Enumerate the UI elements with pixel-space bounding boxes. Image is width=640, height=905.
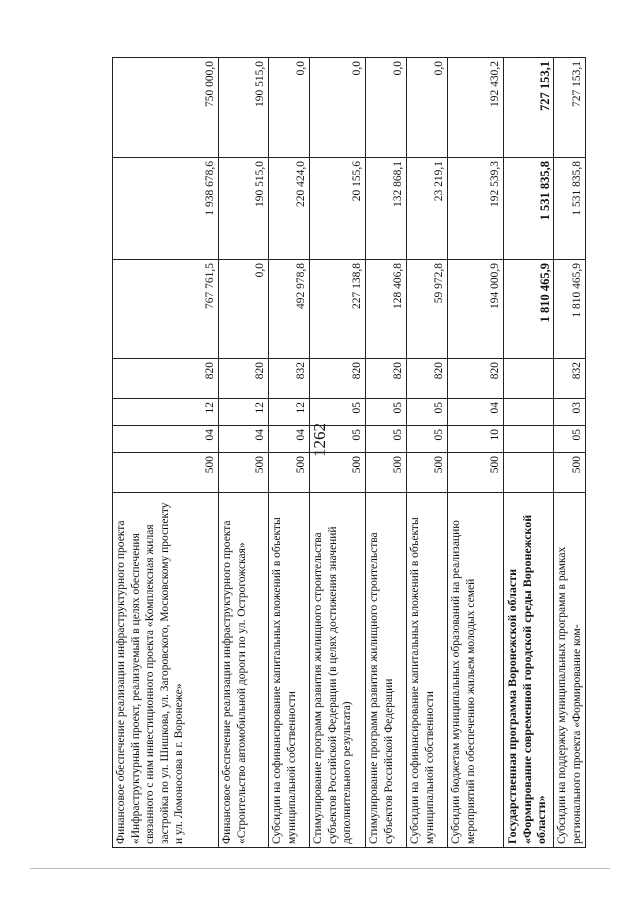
amount-year-3-cell: 727 153,1	[504, 58, 554, 158]
table-row	[554, 58, 586, 848]
amount-year-2-cell: 1 531 835,8	[554, 158, 586, 260]
amount-year-2-cell: 1 938 678,6	[113, 158, 219, 260]
row-name-cell: Стимулирование программ развития жилищного строительства субъектов Российской Федерации (в целях достижения значений дополнительного результата)	[310, 493, 366, 848]
amount-year-2-cell: 1 531 835,8	[504, 158, 554, 260]
section-code-cell: 05	[407, 426, 448, 453]
amount-year-3-cell: 192 430,2	[448, 58, 504, 158]
section-code-cell	[504, 426, 554, 453]
amount-year-1-cell: 492 978,8	[269, 260, 310, 359]
expense-type-code-cell: 820	[407, 359, 448, 399]
amount-year-3-cell: 0,0	[407, 58, 448, 158]
rotated-table-area	[112, 58, 583, 848]
table-row	[269, 58, 310, 848]
budget-table	[112, 57, 586, 848]
subsection-code-cell: 12	[269, 399, 310, 426]
section-code-cell: 04	[219, 426, 269, 453]
grbs-code-cell: 500	[554, 453, 586, 493]
amount-year-3-cell: 0,0	[366, 58, 407, 158]
grbs-code-cell: 500	[366, 453, 407, 493]
grbs-code-cell: 500	[269, 453, 310, 493]
amount-year-3-cell: 0,0	[310, 58, 366, 158]
amount-year-1-cell: 59 972,8	[407, 260, 448, 359]
row-name-cell: Финансовое обеспечение реализации инфраструктурного проекта «Строительство автомобильной дороги по ул. Острогожская»	[219, 493, 269, 848]
grbs-code-cell: 500	[448, 453, 504, 493]
amount-year-3-cell: 750 000,0	[113, 58, 219, 158]
amount-year-2-cell: 23 219,1	[407, 158, 448, 260]
row-name-cell: Субсидии на поддержку муниципальных программ в рамках регионального проекта «Формирование ком-	[554, 493, 586, 848]
amount-year-1-cell: 128 406,8	[366, 260, 407, 359]
subsection-code-cell: 05	[366, 399, 407, 426]
subsection-code-cell	[504, 399, 554, 426]
rotated-table-container	[112, 58, 583, 848]
amount-year-2-cell: 192 539,3	[448, 158, 504, 260]
grbs-code-cell	[504, 453, 554, 493]
table-row	[504, 58, 554, 848]
table-row	[366, 58, 407, 848]
row-name-cell: Субсидии на софинансирование капитальных вложений в объекты муниципальной собственности	[407, 493, 448, 848]
grbs-code-cell: 500	[113, 453, 219, 493]
amount-year-3-cell: 727 153,1	[554, 58, 586, 158]
section-code-cell: 10	[448, 426, 504, 453]
expense-type-code-cell: 832	[554, 359, 586, 399]
grbs-code-cell: 500	[219, 453, 269, 493]
table-row	[407, 58, 448, 848]
section-code-cell: 05	[310, 426, 366, 453]
section-code-cell: 05	[554, 426, 586, 453]
amount-year-1-cell: 1 810 465,9	[554, 260, 586, 359]
amount-year-1-cell: 194 000,9	[448, 260, 504, 359]
amount-year-1-cell: 0,0	[219, 260, 269, 359]
expense-type-code-cell: 820	[219, 359, 269, 399]
expense-type-code-cell: 820	[448, 359, 504, 399]
expense-type-code-cell: 820	[113, 359, 219, 399]
subsection-code-cell: 05	[407, 399, 448, 426]
amount-year-2-cell: 190 515,0	[219, 158, 269, 260]
table-row	[310, 58, 366, 848]
amount-year-1-cell: 767 761,5	[113, 260, 219, 359]
amount-year-2-cell: 220 424,0	[269, 158, 310, 260]
table-row	[448, 58, 504, 848]
row-name-cell: Финансовое обеспечение реализации инфраструктурного проекта «Инфраструктурный проект, реализуемый в целях обеспечения связанного с ним инвестиционного проекта «Комплексная жилая застройка по ул. Шишкова, ул. Загоровского, Московскому проспекту и ул. Ломоносова в г. Воронеже»	[113, 493, 219, 848]
expense-type-code-cell	[504, 359, 554, 399]
expense-type-code-cell: 820	[310, 359, 366, 399]
amount-year-2-cell: 132 868,1	[366, 158, 407, 260]
table-row	[219, 58, 269, 848]
table-row	[113, 58, 219, 848]
subsection-code-cell: 05	[310, 399, 366, 426]
amount-year-2-cell: 20 155,6	[310, 158, 366, 260]
amount-year-1-cell: 1 810 465,9	[504, 260, 554, 359]
expense-type-code-cell: 832	[269, 359, 310, 399]
row-name-cell: Субсидии на софинансирование капитальных вложений в объекты муниципальной собственности	[269, 493, 310, 848]
section-code-cell: 05	[366, 426, 407, 453]
amount-year-3-cell: 190 515,0	[219, 58, 269, 158]
section-code-cell: 04	[269, 426, 310, 453]
subsection-code-cell: 04	[448, 399, 504, 426]
row-name-cell: Стимулирование программ развития жилищного строительства субъектов Российской Федерации	[366, 493, 407, 848]
section-code-cell: 04	[113, 426, 219, 453]
table-body	[113, 58, 586, 848]
subsection-code-cell: 12	[113, 399, 219, 426]
subsection-code-cell: 03	[554, 399, 586, 426]
footer-divider	[30, 868, 610, 869]
row-name-cell: Государственная программа Воронежской области «Формирование современной городской среды Воронежской области»	[504, 493, 554, 848]
subsection-code-cell: 12	[219, 399, 269, 426]
expense-type-code-cell: 820	[366, 359, 407, 399]
grbs-code-cell: 500	[407, 453, 448, 493]
amount-year-1-cell: 227 138,8	[310, 260, 366, 359]
amount-year-3-cell: 0,0	[269, 58, 310, 158]
grbs-code-cell: 500	[310, 453, 366, 493]
row-name-cell: Субсидии бюджетам муниципальных образований на реализацию мероприятий по обеспечению жильем молодых семей	[448, 493, 504, 848]
page-number: 1262	[310, 423, 329, 457]
